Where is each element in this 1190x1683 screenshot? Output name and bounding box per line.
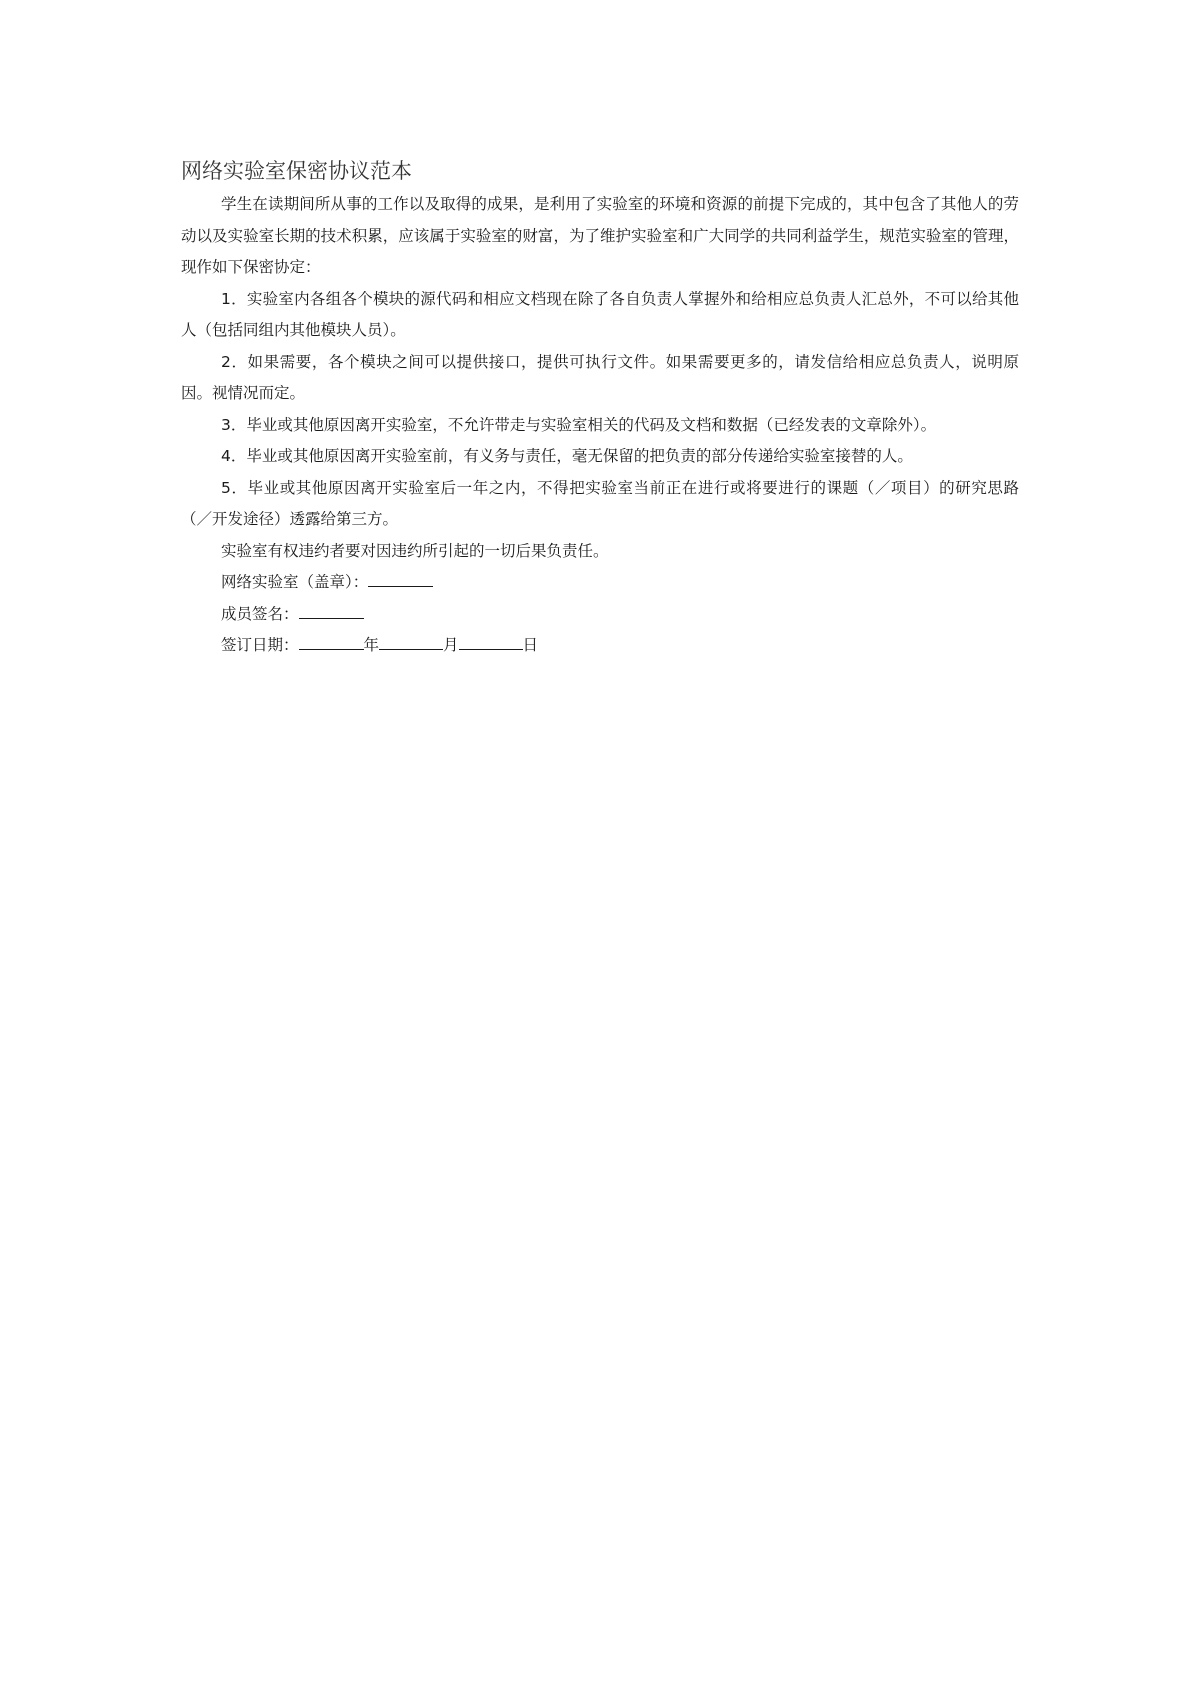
month-label: 月: [443, 636, 459, 654]
seal-line: [181, 567, 1019, 599]
year-blank: [299, 633, 364, 650]
day-blank: [459, 633, 523, 650]
clause-3: 3．毕业或其他原因离开实验室，不允许带走与实验室相关的代码及文档和数据（已经发表的文章除外）。: [221, 415, 937, 434]
member-label: 成员签名：: [221, 604, 299, 623]
date-label: 签订日期：: [221, 636, 299, 654]
clause-5: 5．毕业或其他原因离开实验室后一年之内，不得把实验室当前正在进行或将要进行的课题（／项目）的研究思路（／开发途径）透露给第三方。: [181, 478, 1019, 528]
seal-blank: [368, 570, 433, 587]
clause-4: 4．毕业或其他原因离开实验室前，有义务与责任，毫无保留的把负责的部分传递给实验室接替的人。: [221, 447, 913, 465]
year-label: 年: [363, 636, 380, 654]
seal-label: 网络实验室（盖章）：: [221, 573, 369, 591]
clause-2: 2．如果需要，各个模块之间可以提供接口，提供可执行文件。如果需要更多的，请发信给相应总负责人，说明原因。视情况而定。: [181, 352, 1019, 402]
date-line: [181, 630, 1019, 662]
day-label: 日: [522, 636, 539, 654]
intro-paragraph: 学生在读期间所从事的工作以及取得的成果，是利用了实验室的环境和资源的前提下完成的，其中包含了其他人的劳动以及实验室长期的技术积累，应该属于实验室的财富，为了维护实验室和广大同学的共同利益学生，规范实验室的管理，现作如下保密协定：: [181, 195, 1019, 276]
document-body: [181, 155, 1019, 662]
member-signature-line: [181, 599, 1019, 631]
liability-statement: 实验室有权违约者要对因违约所引起的一切后果负责任。: [221, 541, 609, 560]
document-title: 网络实验室保密协议范本: [181, 159, 412, 183]
month-blank: [379, 633, 443, 650]
clause-1: 1．实验室内各组各个模块的源代码和相应文档现在除了各自负责人掌握外和给相应总负责人汇总外，不可以给其他人（包括同组内其他模块人员）。: [181, 289, 1019, 339]
member-signature-blank: [299, 602, 364, 619]
